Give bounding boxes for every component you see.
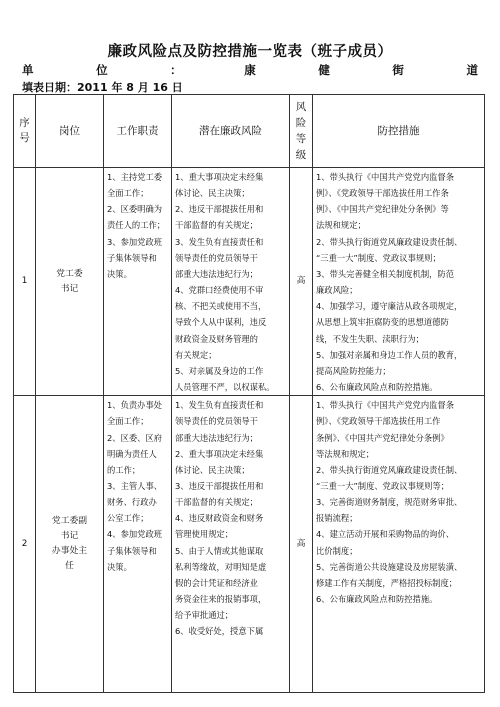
cell-line: 3、违反干部提拔任用和 — [175, 480, 264, 491]
unit-name-char: 道 — [466, 63, 478, 77]
cell-line: 有关规定； — [175, 349, 217, 360]
cell-line: 例》、《党政领导干部选拔任用工作 — [316, 416, 441, 427]
cell-line: 决策。 — [107, 561, 132, 572]
unit-name-char: 街 — [392, 63, 404, 77]
cell-line: 子集体领导和 — [107, 545, 157, 556]
cell-line: 3、发生负有直接责任和 — [175, 236, 264, 247]
cell-line: 1、重大事项决定未经集 — [175, 172, 264, 182]
cell-line: 全面工作； — [107, 416, 149, 427]
header-level: 风险等级 — [290, 95, 313, 168]
cell-line: 1、负责办事处 — [107, 400, 163, 411]
row-duties — [104, 396, 172, 693]
fill-date: 填表日期：2011 年 8 月 16 日 — [22, 81, 183, 94]
cell-line: “三重一大”制度、党政议事规则； — [316, 252, 441, 263]
cell-line: 法规和规定； — [316, 220, 366, 231]
header-measures: 防控措施 — [313, 95, 485, 168]
cell-line: 1、发生负有直接责任和 — [175, 400, 264, 411]
row-post — [36, 396, 104, 693]
cell-line: 1、主持党工委 — [107, 172, 163, 182]
cell-line: 1、带头执行《中国共产党党内监督条 — [316, 172, 455, 182]
cell-line: 决策。 — [107, 268, 132, 279]
cell-line: 2、区委、区府 — [107, 432, 163, 443]
cell-line: 明确为责任人 — [107, 448, 157, 459]
cell-line: 例》、《中国共产党纪律处分条例》等 — [316, 204, 449, 215]
cell-line: 等法规和规定； — [316, 448, 375, 459]
cell-line: 4、建立活动开展和采购物品的询价、 — [316, 529, 455, 540]
row-risks — [172, 396, 290, 693]
cell-line: 体讨论、民主决策； — [175, 464, 250, 475]
cell-line: 部重大违法违纪行为； — [175, 268, 258, 279]
header-risks: 潜在廉政风险 — [172, 95, 290, 168]
cell-line: 条例》、《中国共产党纪律处分条例》 — [316, 432, 449, 443]
cell-line: 私利等缘故，对明知是虚 — [175, 561, 267, 572]
cell-line: 2、违反干部提拔任用和 — [175, 204, 264, 215]
cell-line: 全面工作； — [107, 188, 149, 199]
cell-line: 责任人的工作； — [107, 220, 166, 231]
cell-line: 2、带头执行街道党风廉政建设责任制、 — [316, 236, 463, 247]
cell-line: 5、完善街道公共设施建设及房屋装潢、 — [316, 561, 463, 572]
cell-line: 干部监督的有关规定； — [175, 220, 258, 231]
post-line: 党工委副 — [51, 516, 88, 527]
cell-line: 修建工作有关制度，严格招投标制度； — [316, 577, 458, 588]
unit-label-char: ： — [170, 63, 182, 77]
row-measures — [313, 168, 485, 396]
cell-line: 5、由于人情或其他谋取 — [175, 545, 264, 556]
cell-line: 人员管理不严，以权谋私。 — [175, 382, 275, 393]
table-row — [14, 396, 485, 693]
row-post: 党工委书记 — [36, 168, 104, 396]
cell-line: 3、带头完善健全相关制度机制，防范 — [316, 268, 455, 279]
cell-line: 廉政风险； — [316, 285, 358, 296]
cell-line: 领导责任的党员领导干 — [175, 416, 258, 427]
cell-line: 报销流程； — [316, 513, 358, 524]
cell-line: 公室工作； — [107, 513, 149, 524]
cell-line: 6、公布廉政风险点和防控措施。 — [316, 594, 438, 605]
unit-name-char: 健 — [318, 63, 330, 77]
cell-line: 从思想上筑牢拒腐防变的思想道德防 — [316, 317, 449, 328]
header-duties: 工作职责 — [104, 95, 172, 168]
row-seq: 2 — [14, 396, 36, 693]
cell-line: 体讨论、民主决策； — [175, 188, 250, 199]
cell-line: 干部监督的有关规定； — [175, 497, 258, 508]
post-line: 任 — [65, 561, 74, 572]
cell-line: 提高风险防控能力； — [316, 365, 391, 376]
unit-label-char: 位 — [96, 63, 108, 77]
cell-line: 5、加强对亲属和身边工作人员的教育， — [316, 349, 463, 360]
cell-line: 2、带头执行街道党风廉政建设责任制、 — [316, 464, 463, 475]
unit-name-char: 康 — [244, 63, 256, 77]
cell-line: 1、带头执行《中国共产党党内监督条 — [316, 400, 455, 411]
cell-line: “三重一大”制度、党政议事规则等； — [316, 480, 450, 491]
cell-line: 6、公布廉政风险点和防控措施。 — [316, 382, 438, 393]
row-level: 高 — [290, 168, 313, 396]
cell-line: 4、加强学习，遵守廉洁从政各项规定， — [316, 301, 463, 312]
cell-line: 财务、行政办 — [107, 497, 157, 508]
row-measures — [313, 396, 485, 693]
row-level: 高 — [290, 396, 313, 693]
cell-line: 子集体领导和 — [107, 252, 157, 263]
header-seq: 序号 — [14, 95, 36, 168]
cell-line: 假的会计凭证和经济业 — [175, 577, 258, 588]
unit-line — [22, 62, 478, 78]
post-line: 办事处主 — [51, 546, 88, 557]
cell-line: 给予审批通过； — [175, 610, 234, 621]
row-risks — [172, 168, 290, 396]
cell-line: 核、不把关或使用不当， — [175, 301, 267, 312]
cell-line: 3、参加党政班 — [107, 236, 163, 247]
row-seq: 1 — [14, 168, 36, 396]
cell-line: 务资金往来的报销事项， — [175, 594, 267, 605]
cell-line: 导致个人从中谋利，违反 — [175, 317, 267, 328]
cell-line: 财政资金及财务管理的 — [175, 333, 258, 344]
cell-line: 的工作； — [107, 464, 141, 475]
cell-line: 比价制度； — [316, 545, 358, 556]
cell-line: 4、党群口经费使用不审 — [175, 285, 264, 296]
cell-line: 6、收受好处，授意下属 — [175, 626, 264, 637]
document-title: 廉政风险点及防控措施一览表（班子成员） — [107, 44, 393, 60]
post-line: 书记 — [60, 531, 79, 542]
cell-line: 4、违反财政资金和财务 — [175, 513, 264, 524]
cell-line: 线，不发生失职、渎职行为； — [316, 333, 424, 344]
cell-line: 4、参加党政班 — [107, 529, 163, 540]
cell-line: 3、主管人事、 — [107, 480, 163, 491]
cell-line: 5、对亲属及身边的工作 — [175, 365, 264, 376]
cell-line: 部重大违法违纪行为； — [175, 432, 258, 443]
header-post: 岗位 — [36, 95, 104, 168]
cell-line: 2、重大事项决定未经集 — [175, 448, 264, 459]
risk-table — [13, 94, 485, 693]
unit-label-char: 单 — [22, 63, 34, 77]
cell-line: 2、区委明确为 — [107, 204, 163, 215]
row-duties — [104, 168, 172, 396]
table-row — [14, 168, 485, 396]
cell-line: 例》、《党政领导干部选拔任用工作条 — [316, 188, 449, 199]
cell-line: 管理使用规定； — [175, 529, 234, 540]
cell-line: 3、完善街道财务制度，规范财务审批、 — [316, 497, 463, 508]
table-header-row — [14, 95, 485, 168]
cell-line: 领导责任的党员领导干 — [175, 252, 258, 263]
